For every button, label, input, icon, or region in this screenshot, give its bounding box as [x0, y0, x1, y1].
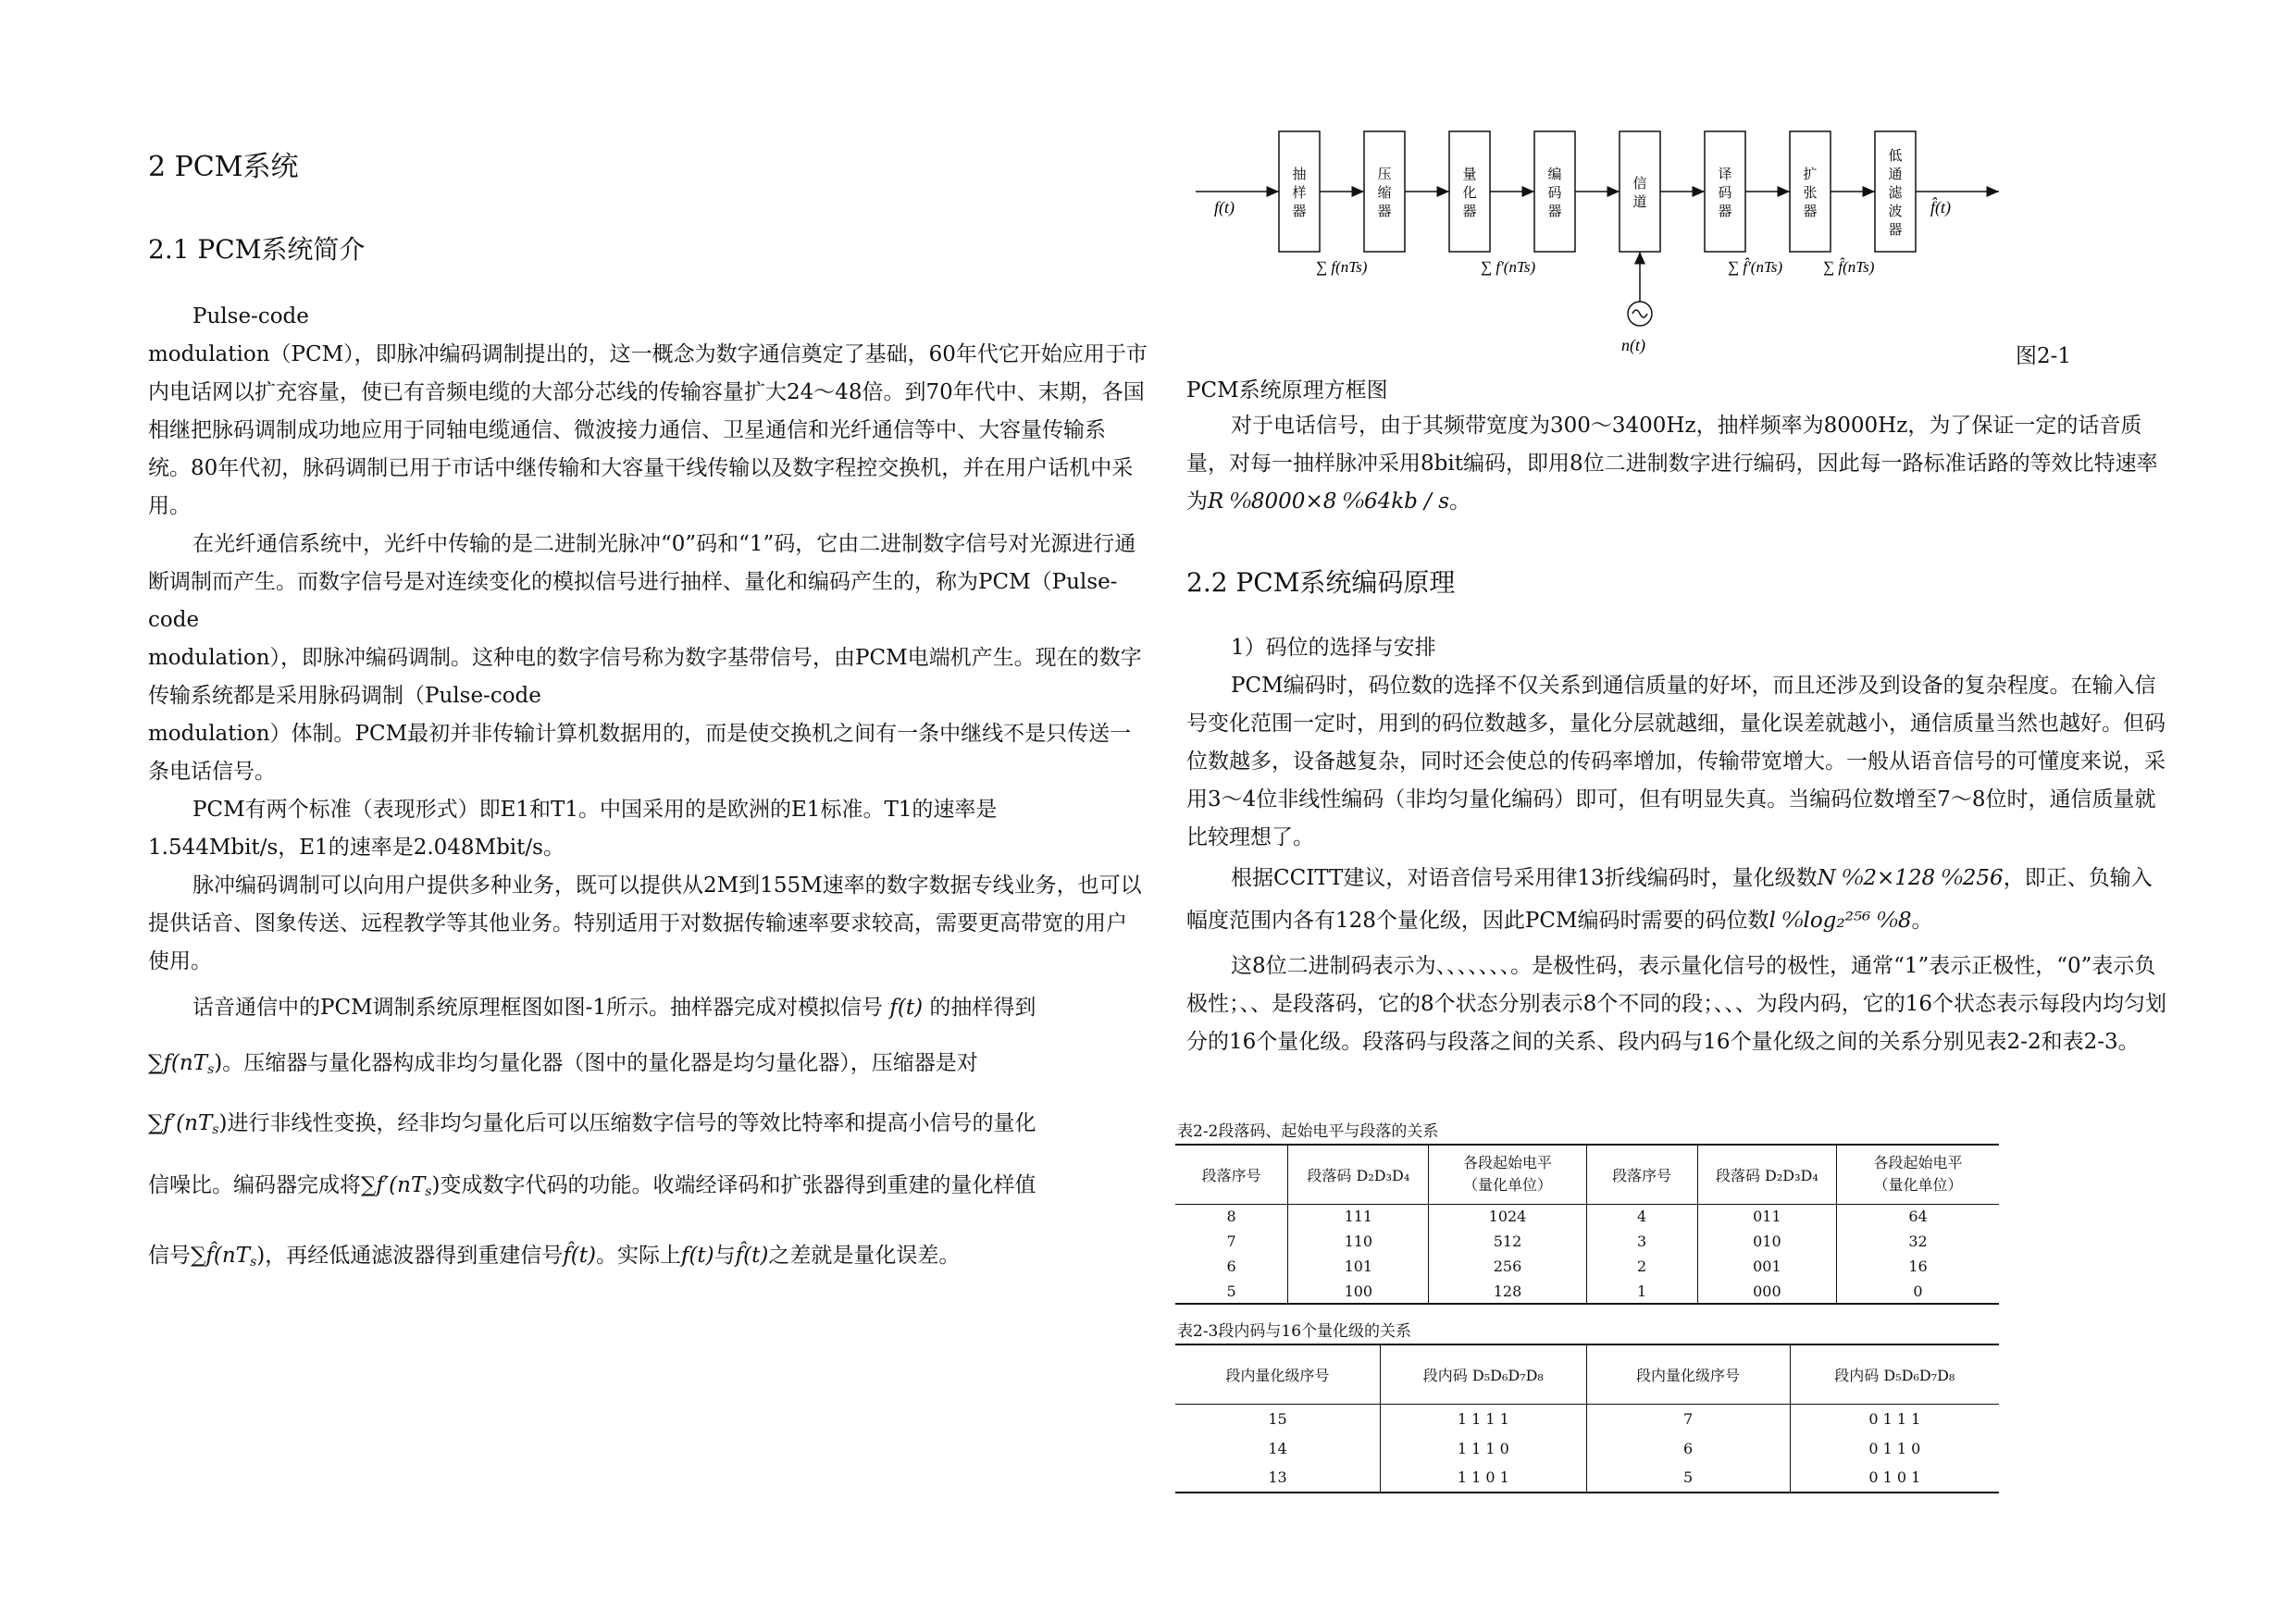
para-code-meaning: 这8位二进制码表示为、、、、、、、。是极性码，表示量化信号的极性，通常“1”表示正极性，“0”表示负极性；、、是段落码，它的8个状态分别表示8个不同的段；、、、为段内码，它的16个状态表示每段内均匀划分的16个量化级。段落码与段落之间的关系、段内码与16个量化级之间的关系分别见表2-2和表2-3。 — [1186, 954, 2167, 1054]
diagram-block-label: 器 — [1718, 203, 1732, 219]
table-header-cell: 段落码 D₂D₃D₄ — [1288, 1145, 1429, 1204]
para-block-diagram-4: 信噪比。编码器完成将$\sum f'(nT_s)$变成数字代码的功能。收端经译码和扩张器得到重建的量化样值 — [148, 1173, 1036, 1199]
table-cell: 15 — [1268, 1409, 1287, 1428]
diagram-block-label: 器 — [1888, 221, 1903, 238]
table-cell: 1 1 1 1 — [1381, 1404, 1586, 1433]
table-2-3-caption: 表2-3段内码与16个量化级的关系 — [1177, 1322, 1412, 1341]
diagram-noise-label: n(t) — [1621, 336, 1645, 354]
diagram-label-sum-f: ∑ f(nTs) — [1316, 258, 1368, 276]
table-2-2-caption: 表2-2段落码、起始电平与段落的关系 — [1177, 1122, 1439, 1141]
diagram-block-label: 信 — [1632, 175, 1647, 192]
para-code-bits: 1）码位的选择与安排 PCM编码时，码位数的选择不仅关系到通信质量的好坏，而且还涉及到设备的复杂程度。在输入信号变化范围一定时，用到的码位数越多，量化分层就越细，量化误差就越小，通信质量当然也越好。但码位数越多，设备越复杂，同时还会使总的传码率增加，传输带宽增大。一般从语音信号的可懂度来说，采用3～4位非线性编码（非均匀量化编码）即可，但有明显失真。当编码位数增至7～8位时，通信质量就比较理想了。 根据CCITT建议，对语音信号采用律13折线编码时，量化级数N ⁰⁄₀2×128 ⁰⁄₀256，即正、负输入幅度范围内各有128个量化级，因此PCM编码时需要的码位数l ⁰⁄₀log₂²⁵⁶ ⁰⁄₀8。 这8位二进制码表示为、、、、、、、。是极性码，表示量化信号的极性，通常“1”表示正极性，“0”表示负极性；、、是段落码，它的8个状态分别表示8个不同的段；、、、为段内码，它的16个状态表示每段内均匀划分的16个量化级。段落码与段落之间的关系、段内码与16个量化级之间的关系分别见表2-2和表2-3。 — [1186, 629, 2167, 1061]
para-optical-c: modulation）体制。PCM最初并非传输计算机数据用的，而是使交换机之间有一条中继线不是只传送一条电话信号。 — [148, 722, 1132, 784]
table-cell: 0 1 1 1 — [1790, 1404, 1999, 1433]
table-header-row — [1175, 1344, 1999, 1404]
table-cell: 16 — [1837, 1254, 1999, 1279]
diagram-block-label: 编 — [1547, 166, 1562, 182]
table-cell: 011 — [1697, 1204, 1836, 1229]
table-cell: 1 1 0 1 — [1381, 1463, 1586, 1493]
table-2-3 — [1175, 1344, 1999, 1493]
table-cell: 512 — [1429, 1229, 1586, 1254]
para-block-diagram-1: 话音通信中的PCM调制系统原理框图如图-1所示。抽样器完成对模拟信号 f(t) 的抽样得到 — [192, 996, 1036, 1020]
table-header-cell: 段内量化级序号 — [1175, 1344, 1381, 1404]
table-cell: 111 — [1288, 1204, 1429, 1229]
para-pcm-history: modulation（PCM），即脉冲编码调制提出的，这一概念为数字通信奠定了基础，60年代它开始应用于市内电话网以扩充容量，使已有音频电缆的大部分芯线的传输容量扩大24～48倍。到70年代中、末期，各国相继把脉码调制成功地应用于同轴电缆通信、微波接力通信、卫星通信和光纤通信等中、大容量传输系统。80年代初，脉码调制已用于市话中继传输和大容量干线传输以及数字程控交换机，并在用户话机中采用。 — [148, 342, 1148, 518]
table-header-cell: 各段起始电平 （量化单位） — [1837, 1145, 1999, 1204]
table-row — [1175, 1204, 1999, 1229]
table-cell: 5 — [1586, 1463, 1790, 1493]
para-line-pulse-code: Pulse-code — [192, 304, 309, 328]
math-ft: f(t) — [889, 996, 924, 1020]
formula-levels: N ⁰⁄₀2×128 ⁰⁄₀256 — [1817, 866, 2004, 890]
table-cell: 14 — [1268, 1439, 1287, 1457]
table-header-row — [1175, 1145, 1999, 1204]
pcm-block-diagram — [1186, 124, 2019, 365]
diagram-label-sum-fprime: ∑ f′(nTs) — [1481, 258, 1536, 276]
diagram-block-label: 化 — [1462, 184, 1477, 201]
diagram-block-label: 扩 — [1803, 166, 1818, 182]
table-cell: 7 — [1586, 1404, 1790, 1433]
para-standards: PCM有两个标准（表现形式）即E1和T1。中国采用的是欧洲的E1标准。T1的速率是1.544Mbit/s，E1的速率是2.048Mbit/s。 — [148, 798, 998, 860]
table-header-cell: 段内码 D₅D₆D₇D₈ — [1790, 1344, 1999, 1404]
table-header-cell: 段落码 D₂D₃D₄ — [1697, 1145, 1836, 1204]
diagram-block-label: 低 — [1888, 147, 1903, 164]
diagram-block-label: 抽 — [1292, 166, 1307, 182]
formula-bits: l ⁰⁄₀log₂²⁵⁶ ⁰⁄₀8 — [1769, 909, 1912, 933]
table-cell: 000 — [1697, 1279, 1836, 1304]
para-block-diagram-3: $\sum f'(nT_s)$进行非线性变换，经非均匀量化后可以压缩数字信号的等效比特率和提高小信号的量化 — [148, 1111, 1036, 1137]
table-cell: 13 — [1268, 1468, 1287, 1486]
diagram-input-label: f(t) — [1214, 198, 1235, 217]
subsection-title-2-2: 2.2 PCM系统编码原理 — [1186, 567, 1456, 598]
diagram-block-label: 量 — [1462, 166, 1477, 182]
table-cell: 64 — [1837, 1204, 1999, 1229]
para-bitrate: 对于电话信号，由于其频带宽度为300～3400Hz，抽样频率为8000Hz，为了保证一定的话音质量，对每一抽样脉冲采用8bit编码，即用8位二进制数字进行编码，因此每一路标准话路的等效比特速率为R ⁰⁄₀8000×8 ⁰⁄₀64kb / s。 — [1186, 414, 2158, 514]
table-cell: 0 — [1837, 1279, 1999, 1304]
diagram-block-label: 器 — [1547, 203, 1562, 219]
diagram-block-label: 缩 — [1377, 184, 1392, 201]
diagram-block-label: 压 — [1377, 166, 1392, 182]
para-services: 脉冲编码调制可以向用户提供多种业务，既可以提供从2M到155M速率的数字数据专线业务，也可以提供话音、图象传送、远程教学等其他业务。特别适用于对数据传输速率要求较高，需要更高带宽的用户使用。 — [148, 873, 1142, 973]
diagram-block-label: 滤 — [1888, 184, 1903, 201]
table-header-cell: 段落序号 — [1586, 1145, 1697, 1204]
table-cell: 1 1 1 0 — [1381, 1433, 1586, 1463]
table-cell: 0 1 1 0 — [1790, 1433, 1999, 1463]
list-item-1: 1）码位的选择与安排 — [1231, 636, 1436, 660]
figure-caption: PCM系统原理方框图 — [1186, 378, 1388, 403]
table-row — [1175, 1254, 1999, 1279]
intro-paragraph — [148, 298, 1148, 981]
table-header-cell: 段内量化级序号 — [1586, 1344, 1790, 1404]
table-cell: 256 — [1429, 1254, 1586, 1279]
diagram-block-label: 码 — [1718, 184, 1732, 201]
diagram-block-label: 码 — [1547, 184, 1562, 201]
table-cell: 3 — [1586, 1229, 1697, 1254]
table-cell: 32 — [1837, 1229, 1999, 1254]
table-2-2 — [1175, 1144, 1999, 1305]
math-sum-fpnts: ∑f′(nT — [148, 1111, 213, 1135]
table-cell: 7 — [1226, 1233, 1236, 1250]
figure-label: 图2-1 — [2016, 344, 2072, 368]
table-row — [1175, 1279, 1999, 1304]
table-row — [1175, 1229, 1999, 1254]
diagram-block-label: 器 — [1462, 203, 1477, 219]
table-cell: 110 — [1288, 1229, 1429, 1254]
diagram-block-label: 通 — [1888, 166, 1903, 182]
diagram-block — [1620, 131, 1660, 252]
table-cell: 0 1 0 1 — [1790, 1463, 1999, 1493]
table-cell: 1024 — [1429, 1204, 1586, 1229]
table-cell: 2 — [1586, 1254, 1697, 1279]
table-cell: 100 — [1288, 1279, 1429, 1304]
diagram-block-label: 波 — [1888, 203, 1903, 219]
table-cell: 101 — [1288, 1254, 1429, 1279]
para-block-diagram-5: 信号$\sum f̂(nT_s)$，再经低通滤波器得到重建信号f̂(t)。实际上f(t)与f̂(t)之差就是量化误差。 — [148, 1244, 961, 1270]
math-sum-fnts: ∑f(nT — [148, 1051, 208, 1075]
diagram-label-sum-fhat: ∑ f̂(nTs) — [1823, 258, 1875, 276]
table-cell: 1 — [1586, 1279, 1697, 1304]
table-row — [1175, 1433, 1999, 1463]
para-block-diagram-2: $\sum f(nT_s)$。压缩器与量化器构成非均匀量化器（图中的量化器是均匀量化器），压缩器是对 — [148, 1051, 978, 1077]
section-title: 2 PCM系统 — [148, 151, 299, 183]
formula-bitrate: R ⁰⁄₀8000×8 ⁰⁄₀64kb / s — [1208, 489, 1450, 514]
table-cell: 8 — [1226, 1208, 1236, 1226]
diagram-block-label: 器 — [1377, 203, 1392, 219]
table-cell: 4 — [1586, 1204, 1697, 1229]
table-header-cell: 段落序号 — [1175, 1145, 1288, 1204]
diagram-block-label: 器 — [1292, 203, 1307, 219]
table-row — [1175, 1463, 1999, 1493]
table-header-cell: 各段起始电平 （量化单位） — [1429, 1145, 1586, 1204]
table-cell: 6 — [1226, 1258, 1236, 1275]
diagram-block-label: 译 — [1718, 166, 1732, 182]
diagram-label-sum-fhatprime: ∑ f̂′(nTs) — [1728, 258, 1783, 276]
diagram-block-label: 道 — [1632, 193, 1647, 210]
table-row — [1175, 1404, 1999, 1433]
subsection-title-2-1: 2.1 PCM系统简介 — [148, 234, 366, 265]
table-cell: 001 — [1697, 1254, 1836, 1279]
para-optical-b: modulation），即脉冲编码调制。这种电的数字信号称为数字基带信号，由PCM电端机产生。现在的数字传输系统都是采用脉码调制（Pulse-code — [148, 646, 1142, 708]
para-code-selection: PCM编码时，码位数的选择不仅关系到通信质量的好坏，而且还涉及到设备的复杂程度。在输入信号变化范围一定时，用到的码位数越多，量化分层就越细，量化误差就越小，通信质量当然也越好。但码位数越多，设备越复杂，同时还会使总的传码率增加，传输带宽增大。一般从语音信号的可懂度来说，采用3～4位非线性编码（非均匀量化编码）即可，但有明显失真。当编码位数增至7～8位时，通信质量就比较理想了。 — [1186, 674, 2166, 849]
diagram-block-label: 器 — [1803, 203, 1818, 219]
diagram-block-label: 张 — [1803, 184, 1818, 201]
diagram-output-label: f̂(t) — [1930, 198, 1951, 217]
table-cell: 010 — [1697, 1229, 1836, 1254]
table-cell: 5 — [1226, 1282, 1236, 1300]
table-cell: 6 — [1586, 1433, 1790, 1463]
diagram-block-label: 样 — [1292, 184, 1307, 201]
para-optical: 在光纤通信系统中，光纤中传输的是二进制光脉冲“0”码和“1”码，它由二进制数字信号对光源进行通断调制而产生。而数字信号是对连续变化的模拟信号进行抽样、量化和编码产生的，称为PCM（Pulse-code — [148, 532, 1136, 632]
table-header-cell: 段内码 D₅D₆D₇D₈ — [1381, 1344, 1586, 1404]
table-cell: 128 — [1429, 1279, 1586, 1304]
